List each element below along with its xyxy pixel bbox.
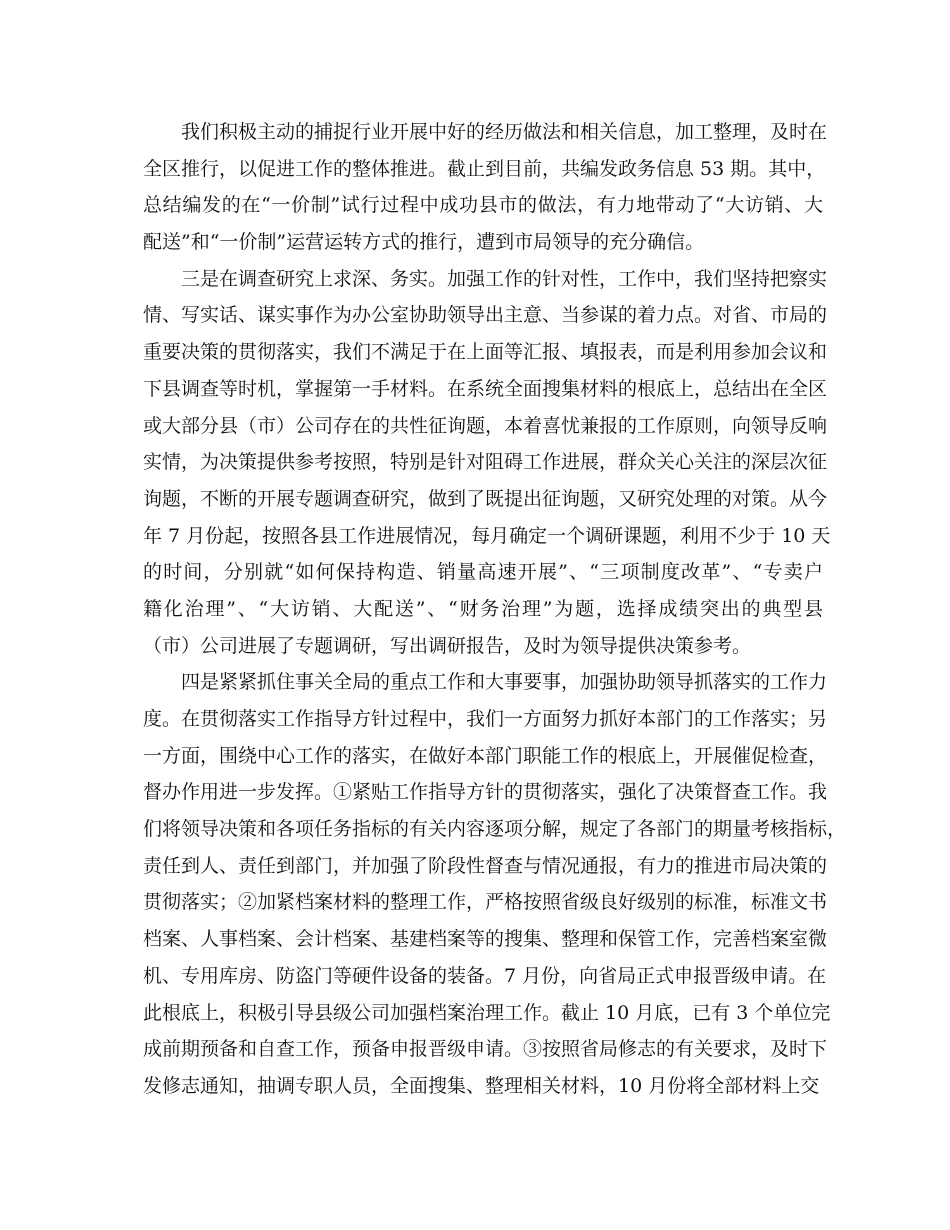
text-line: 三是在调查研究上求深、务实。加强工作的针对性，工作中，我们坚持把察实 <box>181 267 828 290</box>
text-line: （市）公司进展了专题调研，写出调研报告，及时为领导提供决策参考。 <box>143 634 752 657</box>
text-line: 或大部分县（市）公司存在的共性征询题，本着喜忧兼报的工作原则，向领导反响 <box>143 414 828 437</box>
text-line: 此根底上，积极引导县级公司加强档案治理工作。截止 10 月底，已有 3 个单位完 <box>143 1001 831 1024</box>
text-line: 一方面，围绕中心工作的落实，在做好本部门职能工作的根底上，开展催促检查， <box>143 744 828 767</box>
text-line: 发修志通知，抽调专职人员，全面搜集、整理相关材料，10 月份将全部材料上交 <box>143 1074 820 1097</box>
text-line: 全区推行，以促进工作的整体推进。截止到目前，共编发政务信息 53 期。其中， <box>143 157 826 180</box>
text-line: 重要决策的贯彻落实，我们不满足于在上面等汇报、填报表，而是利用参加会议和 <box>143 341 828 364</box>
paragraph-info-work <box>143 114 828 261</box>
text-line: 贯彻落实；②加紧档案材料的整理工作，严格按照省级良好级别的标准，标准文书 <box>143 891 828 914</box>
text-line: 下县调查等时机，掌握第一手材料。在系统全面搜集材料的根底上，总结出在全区 <box>143 377 828 400</box>
text-line: 四是紧紧抓住事关全局的重点工作和大事要事，加强协助领导抓落实的工作力 <box>181 671 828 694</box>
text-line: 询题，不断的开展专题调查研究，做到了既提出征询题，又研究处理的对策。从今 <box>143 487 828 510</box>
text-line: 籍化治理”、“大访销、大配送”、“财务治理”为题，选择成绩突出的典型县 <box>143 597 823 620</box>
text-line: 配送”和“一价制”运营运转方式的推行，遭到市局领导的充分确信。 <box>143 231 705 254</box>
text-line: 机、专用库房、防盗门等硬件设备的装备。7 月份，向省局正式申报晋级申请。在 <box>143 964 827 987</box>
text-line: 我们积极主动的捕捉行业开展中好的经历做法和相关信息，加工整理，及时在 <box>181 121 828 143</box>
text-line: 们将领导决策和各项任务指标的有关内容逐项分解，规定了各部门的期量考核指标， <box>143 818 847 841</box>
paragraph-supervision <box>143 664 847 1104</box>
text-line: 情、写实话、谋实事作为办公室协助领导出主意、当参谋的着力点。对省、市局的 <box>143 304 828 327</box>
text-line: 年 7 月份起，按照各县工作进展情况，每月确定一个调研课题，利用不少于 10 天 <box>143 524 831 547</box>
text-line: 总结编发的在“一价制”试行过程中成功县市的做法，有力地带动了“大访销、大 <box>143 194 823 217</box>
text-line: 度。在贯彻落实工作指导方针过程中，我们一方面努力抓好本部门的工作落实；另 <box>143 708 828 730</box>
paragraph-research <box>143 261 831 665</box>
document-body <box>143 114 847 1105</box>
text-line: 督办作用进一步发挥。①紧贴工作指导方针的贯彻落实，强化了决策督查工作。我 <box>143 781 828 804</box>
text-line: 成前期预备和自查工作，预备申报晋级申请。③按照省局修志的有关要求，及时下 <box>143 1038 828 1061</box>
text-line: 责任到人、责任到部门，并加强了阶段性督查与情况通报，有力的推进市局决策的 <box>143 854 828 877</box>
text-line: 的时间，分别就“如何保持构造、销量高速开展”、“三项制度改革”、“专卖户 <box>143 561 823 584</box>
text-line: 实情，为决策提供参考按照，特别是针对阻碍工作进展，群众关心关注的深层次征 <box>143 451 828 474</box>
text-line: 档案、人事档案、会计档案、基建档案等的搜集、整理和保管工作，完善档案室微 <box>143 928 828 951</box>
